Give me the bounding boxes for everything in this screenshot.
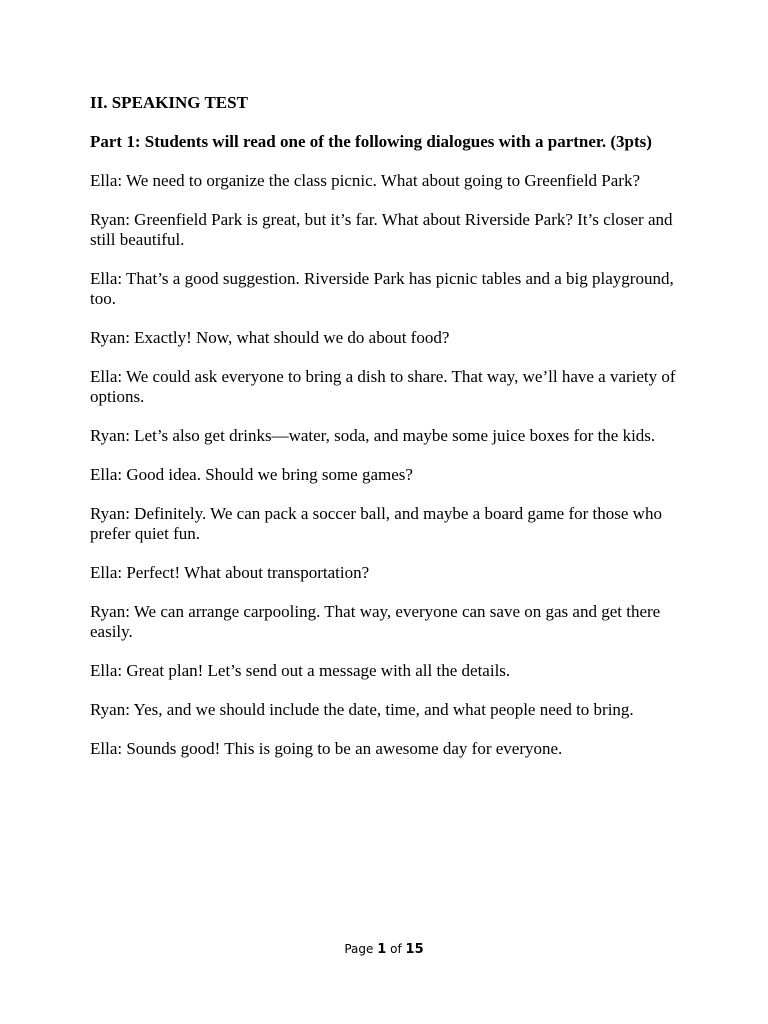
current-page-number: 1 bbox=[377, 942, 387, 957]
total-pages-number: 15 bbox=[405, 942, 424, 957]
document-page bbox=[90, 93, 690, 778]
dialogue-line: Ryan: Yes, and we should include the date, time, and what people need to bring. bbox=[90, 700, 634, 719]
part-title: Part 1: Students will read one of the following dialogues with a partner. (3pts) bbox=[90, 132, 652, 151]
dialogue-line: Ryan: Greenfield Park is great, but it’s far. What about Riverside Park? It’s closer and still beautiful. bbox=[90, 210, 673, 249]
page-word: Page bbox=[344, 942, 374, 956]
section-title: II. SPEAKING TEST bbox=[90, 93, 248, 112]
dialogue-line: Ryan: Let’s also get drinks—water, soda, and maybe some juice boxes for the kids. bbox=[90, 426, 656, 445]
dialogue-line: Ryan: Exactly! Now, what should we do about food? bbox=[90, 328, 450, 347]
dialogue-line: Ella: Good idea. Should we bring some games? bbox=[90, 465, 413, 484]
dialogue-line: Ryan: We can arrange carpooling. That way, everyone can save on gas and get there easily. bbox=[90, 602, 661, 641]
of-word: of bbox=[390, 942, 402, 956]
dialogue-line: Ryan: Definitely. We can pack a soccer ball, and maybe a board game for those who prefer quiet fun. bbox=[90, 504, 662, 543]
page-footer bbox=[0, 942, 768, 957]
dialogue-line: Ella: We need to organize the class picnic. What about going to Greenfield Park? bbox=[90, 171, 641, 190]
dialogue-line: Ella: Great plan! Let’s send out a message with all the details. bbox=[90, 661, 511, 680]
dialogue-line: Ella: We could ask everyone to bring a dish to share. That way, we’ll have a variety of options. bbox=[90, 367, 676, 406]
dialogue-line: Ella: Perfect! What about transportation? bbox=[90, 563, 370, 582]
dialogue-line: Ella: Sounds good! This is going to be an awesome day for everyone. bbox=[90, 739, 563, 758]
dialogue-line: Ella: That’s a good suggestion. Riverside Park has picnic tables and a big playground, too. bbox=[90, 269, 674, 308]
